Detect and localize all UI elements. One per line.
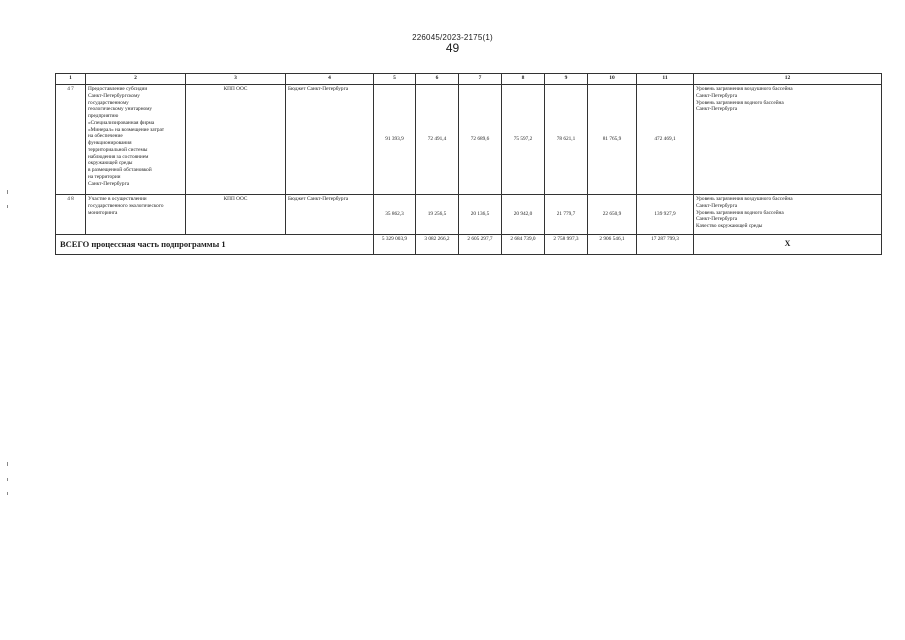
value-cell: 72 689,6 [459,85,502,195]
scan-artifact [7,190,8,194]
total-value-cell: 3 082 266,2 [416,235,459,255]
total-value-cell: 2 758 997,3 [545,235,588,255]
value-cell: 75 597,2 [502,85,545,195]
total-value-cell: 2 684 739,0 [502,235,545,255]
column-number: 3 [186,74,286,85]
column-number: 7 [459,74,502,85]
value-cell: 22 650,9 [588,195,637,235]
column-number: 5 [374,74,416,85]
executor-cell: КПП ООС [186,195,286,235]
column-number: 4 [286,74,374,85]
scan-artifact [7,462,8,466]
funding-source: Бюджет Санкт-Петербурга [286,195,374,235]
scan-artifact [7,205,8,208]
value-cell: 72 491,4 [416,85,459,195]
budget-table [55,73,882,255]
value-cell: 91 393,9 [374,85,416,195]
row-number: 4 7 [56,85,86,195]
value-cell: 20 942,0 [502,195,545,235]
document-id: 226045/2023-2175(1) [412,33,493,42]
indicators-cell: Уровень загрязнения воздушного бассейна Санкт-Петербурга Уровень загрязнения водного бассейна Санкт-Петербурга Качество окружающей среды [694,195,882,235]
total-row [56,235,882,255]
column-number: 8 [502,74,545,85]
value-cell: 78 621,1 [545,85,588,195]
value-cell: 472 469,1 [637,85,694,195]
column-number: 10 [588,74,637,85]
measure-description: Предоставление субсидии Санкт-Петербургскому государственному геологическому унитарному предприятию «Специализированная фирма «Минерал» на возмещение затрат на обеспечение функционирования территориальной системы наблюдения за состоянием окружающей среды в размещенной обстановкой на территории Санкт-Петербурга [86,85,186,195]
funding-source: Бюджет Санкт-Петербурга [286,85,374,195]
column-number: 11 [637,74,694,85]
column-number: 2 [86,74,186,85]
column-number-row [56,74,882,85]
total-not-applicable-cell: Х [694,235,882,255]
indicators-cell: Уровень загрязнения воздушного бассейна Санкт-Петербурга Уровень загрязнения водного бассейна Санкт-Петербурга [694,85,882,195]
table-row [56,85,882,195]
column-number: 12 [694,74,882,85]
column-number: 9 [545,74,588,85]
total-label: ВСЕГО процессная часть подпрограммы 1 [56,235,374,255]
column-number: 6 [416,74,459,85]
value-cell: 20 136,5 [459,195,502,235]
scan-artifact [7,492,8,495]
total-value-cell: 5 329 003,9 [374,235,416,255]
value-cell: 81 765,9 [588,85,637,195]
executor-cell: КПП ООС [186,85,286,195]
page-number: 49 [445,41,460,55]
total-value-cell: 2 906 546,1 [588,235,637,255]
value-cell: 21 779,7 [545,195,588,235]
measure-description: Участие в осуществлении государственного экологического мониторинга [86,195,186,235]
scan-artifact [7,478,8,481]
row-number: 4 8 [56,195,86,235]
total-value-cell: 2 605 297,7 [459,235,502,255]
value-cell: 19 256,5 [416,195,459,235]
column-number: 1 [56,74,86,85]
total-value-cell: 17 287 799,3 [637,235,694,255]
value-cell: 139 927,9 [637,195,694,235]
value-cell: 35 862,3 [374,195,416,235]
table-row [56,195,882,235]
